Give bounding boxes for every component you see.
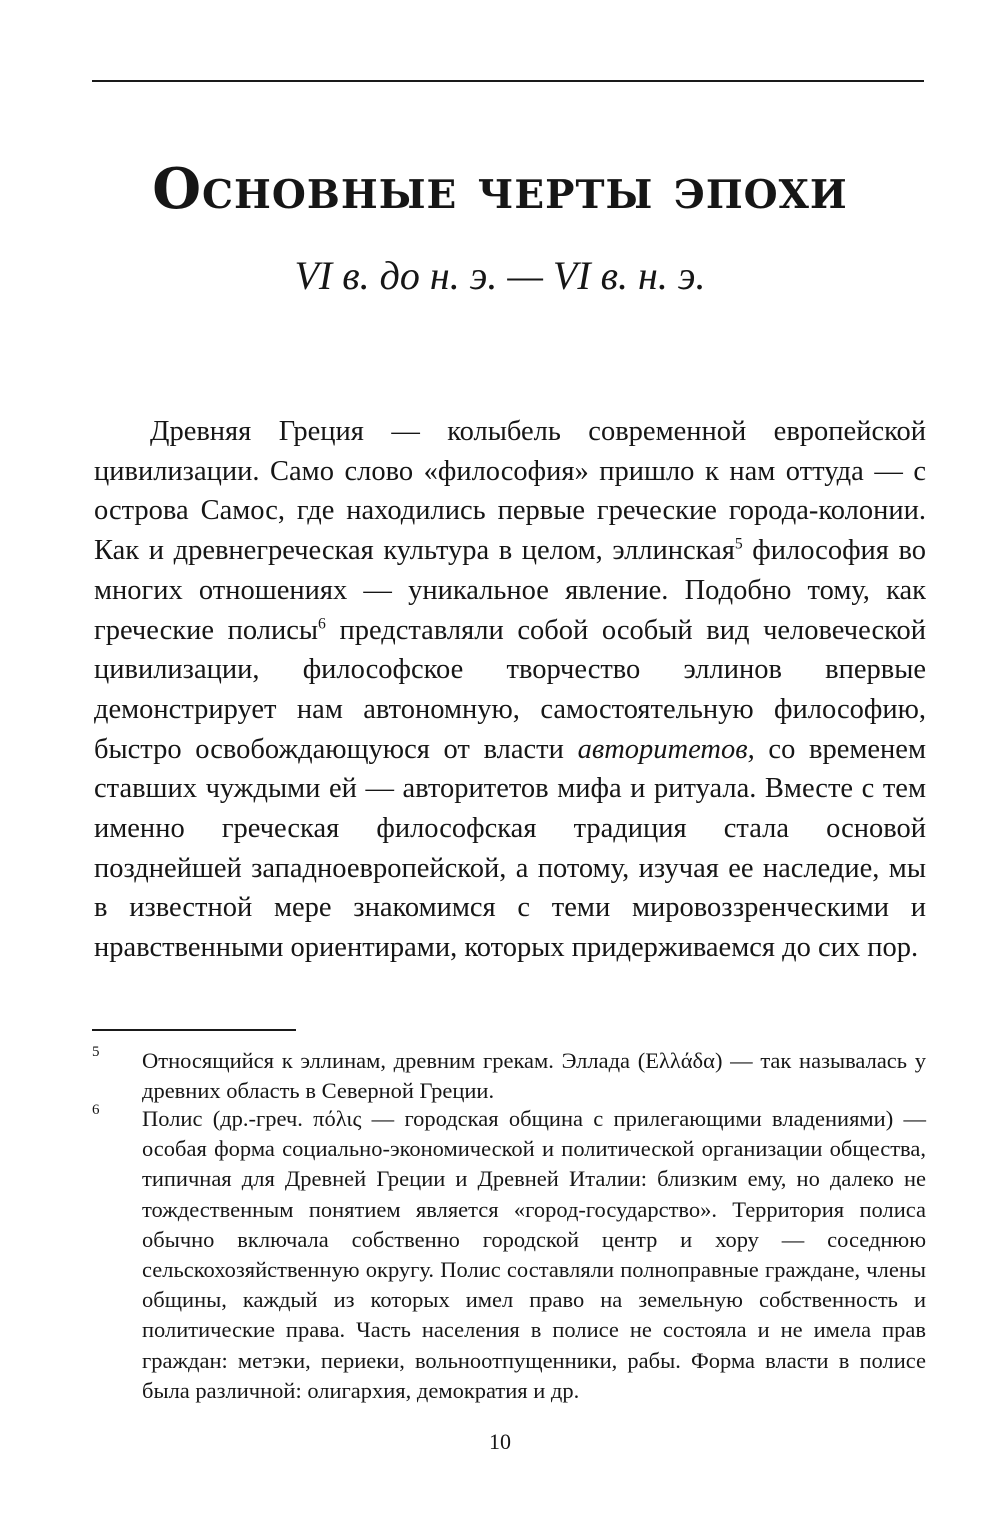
footnote-5 <box>92 1046 926 1106</box>
paragraph-text: со временем ставших чуждыми ей — авторитетов мифа и ритуала. Вместе с тем именно греческая философская традиция стала основой позднейшей западноевропейской, а потому, изучая ее наследие, мы в известной мере знакомимся с теми мировоззренческими и нравственными ориентирами, которых придерживаемся до сих пор. <box>94 733 926 964</box>
footnote-ref-6[interactable]: 6 <box>318 615 326 633</box>
header-rule <box>92 80 924 82</box>
footnote-6 <box>92 1104 926 1406</box>
footnote-separator <box>92 1029 296 1031</box>
chapter-subtitle-dates: VI в. до н. э. — VI в. н. э. <box>294 253 706 298</box>
footnote-text: Относящийся к эллинам, древним грекам. Эллада (Ελλάδα) — так называлась у древних область в Северной Греции. <box>142 1048 926 1104</box>
emphasis-text: авторитетов, <box>577 733 755 765</box>
page-number: 10 <box>489 1429 511 1454</box>
footnote-text: Полис (др.-греч. πόλις — городская община с прилегающими владениями) — особая форма социально-экономической и политической организации общества, типичная для Древней Греции и Древней Италии: близким ему, но далеко не тождественным понятием является «город-государство». Территория полиса обычно включала собственно городской центр и хору — соседнюю сельскохозяйственную округу. Полис составляли полноправные граждане, члены общины, каждый из которых имел право на земельную собственность и политические права. Часть населения в полисе не состояла и не имела прав граждан: метэки, периеки, вольноотпущенники, рабы. Форма власти в полисе была различной: олигархия, демократия и др. <box>142 1106 926 1403</box>
footnote-number: 5 <box>92 1044 100 1060</box>
main-paragraph <box>94 412 926 968</box>
paragraph-text: представляли собой особый вид человеческой цивилизации, философское творчество эллинов впервые демонстрирует нам автономную, самостоятельную философию, быстро освобождающуюся от власти <box>94 614 926 765</box>
footnote-number: 6 <box>92 1102 100 1118</box>
paragraph-text: Древняя Греция — колыбель современной европейской цивилизации. Само слово «философия» пришло к нам оттуда — с острова Самос, где находились первые греческие города-колонии. Как и древнегреческая культура в целом, эллинская <box>94 416 926 567</box>
footnote-ref-5[interactable]: 5 <box>734 535 743 553</box>
paragraph-text: философия во многих отношениях — уникальное явление. Подобно тому, как греческие полисы <box>94 535 926 646</box>
chapter-title: Основные черты эпохи <box>152 156 848 222</box>
